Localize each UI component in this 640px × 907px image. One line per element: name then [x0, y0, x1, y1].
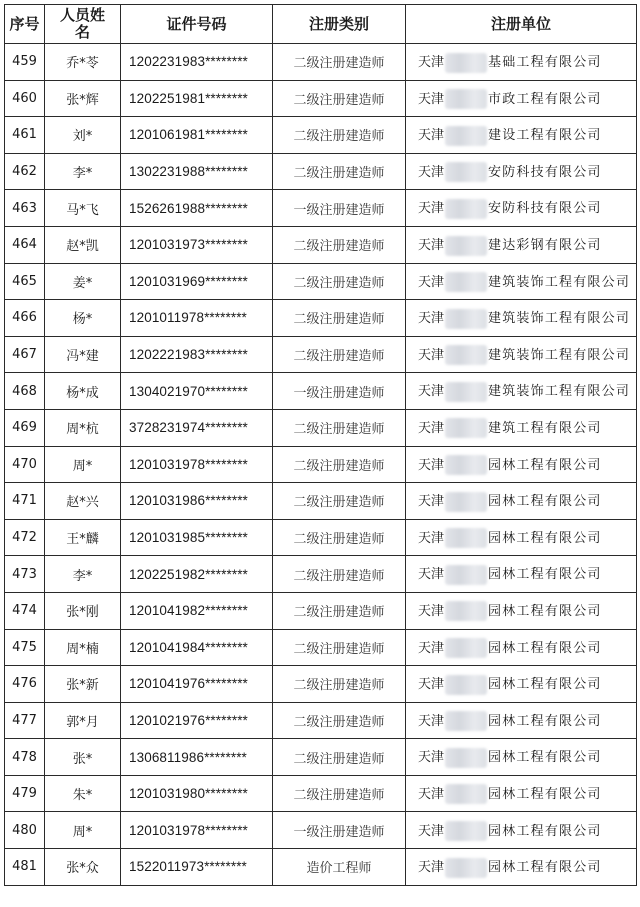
table-row	[5, 409, 637, 446]
table-row	[5, 336, 637, 373]
unit-name-suffix: 安防科技有限公司	[488, 164, 602, 180]
redaction-blur	[445, 711, 487, 731]
redaction-blur	[445, 638, 487, 658]
redaction-blur	[445, 675, 487, 695]
row-id-number: 1522011973********	[121, 849, 273, 886]
table-row	[5, 702, 637, 739]
unit-name-suffix: 建筑装饰工程有限公司	[488, 274, 631, 290]
row-seq: 476	[5, 666, 45, 703]
row-registration-unit	[406, 409, 637, 446]
row-registration-unit	[406, 300, 637, 337]
row-registration-category: 二级注册建造师	[273, 519, 406, 556]
row-seq: 481	[5, 849, 45, 886]
row-seq: 470	[5, 446, 45, 483]
row-seq: 466	[5, 300, 45, 337]
row-person-name: 冯*建	[45, 336, 121, 373]
row-seq: 459	[5, 44, 45, 81]
table-row	[5, 117, 637, 154]
row-person-name: 李*	[45, 556, 121, 593]
row-id-number: 1526261988********	[121, 190, 273, 227]
row-registration-unit	[406, 80, 637, 117]
row-person-name: 周*	[45, 812, 121, 849]
table-row	[5, 80, 637, 117]
row-registration-category: 二级注册建造师	[273, 300, 406, 337]
table-row	[5, 775, 637, 812]
row-id-number: 1304021970********	[121, 373, 273, 410]
redaction-blur	[445, 492, 487, 512]
unit-city: 天津	[418, 238, 445, 254]
row-seq: 461	[5, 117, 45, 154]
redaction-blur	[445, 236, 487, 256]
row-person-name: 姜*	[45, 263, 121, 300]
header-category: 注册类别	[273, 5, 406, 44]
row-id-number: 1202221983********	[121, 336, 273, 373]
redaction-blur	[445, 126, 487, 146]
row-seq: 471	[5, 483, 45, 520]
redaction-blur	[445, 382, 487, 402]
redaction-blur	[445, 528, 487, 548]
table-header-row	[5, 5, 637, 44]
row-registration-category: 二级注册建造师	[273, 666, 406, 703]
unit-name-suffix: 园林工程有限公司	[488, 640, 602, 656]
unit-city: 天津	[418, 713, 445, 729]
row-seq: 477	[5, 702, 45, 739]
table-row	[5, 300, 637, 337]
unit-city: 天津	[418, 603, 445, 619]
row-registration-category: 二级注册建造师	[273, 226, 406, 263]
row-registration-category: 二级注册建造师	[273, 702, 406, 739]
redaction-blur	[445, 565, 487, 585]
row-person-name: 杨*	[45, 300, 121, 337]
row-person-name: 周*	[45, 446, 121, 483]
row-id-number: 1201031986********	[121, 483, 273, 520]
redaction-blur	[445, 89, 487, 109]
row-person-name: 周*杭	[45, 409, 121, 446]
header-id: 证件号码	[121, 5, 273, 44]
row-registration-category: 一级注册建造师	[273, 373, 406, 410]
unit-city: 天津	[418, 860, 445, 876]
row-registration-unit	[406, 556, 637, 593]
table-row	[5, 483, 637, 520]
unit-city: 天津	[418, 494, 445, 510]
row-person-name: 李*	[45, 153, 121, 190]
unit-name-suffix: 园林工程有限公司	[488, 786, 602, 802]
row-registration-category: 二级注册建造师	[273, 556, 406, 593]
unit-name-suffix: 园林工程有限公司	[488, 750, 602, 766]
unit-name-suffix: 建筑工程有限公司	[488, 420, 602, 436]
row-id-number: 1201031980********	[121, 775, 273, 812]
row-person-name: 张*刚	[45, 592, 121, 629]
row-registration-unit	[406, 263, 637, 300]
row-person-name: 张*众	[45, 849, 121, 886]
unit-name-suffix: 园林工程有限公司	[488, 860, 602, 876]
redaction-blur	[445, 309, 487, 329]
row-registration-category: 一级注册建造师	[273, 190, 406, 227]
row-registration-unit	[406, 519, 637, 556]
row-person-name: 马*飞	[45, 190, 121, 227]
table-row	[5, 629, 637, 666]
row-seq: 480	[5, 812, 45, 849]
table-row	[5, 739, 637, 776]
row-person-name: 杨*成	[45, 373, 121, 410]
row-registration-category: 二级注册建造师	[273, 263, 406, 300]
row-seq: 468	[5, 373, 45, 410]
row-registration-unit	[406, 226, 637, 263]
row-person-name: 赵*凯	[45, 226, 121, 263]
row-registration-category: 二级注册建造师	[273, 336, 406, 373]
unit-name-suffix: 建设工程有限公司	[488, 128, 602, 144]
table-body	[5, 44, 637, 886]
row-registration-category: 一级注册建造师	[273, 812, 406, 849]
unit-name-suffix: 建筑装饰工程有限公司	[488, 347, 631, 363]
table-row	[5, 263, 637, 300]
row-id-number: 1201021976********	[121, 702, 273, 739]
row-seq: 467	[5, 336, 45, 373]
unit-city: 天津	[418, 457, 445, 473]
row-registration-unit	[406, 666, 637, 703]
row-id-number: 1201041976********	[121, 666, 273, 703]
unit-name-suffix: 园林工程有限公司	[488, 603, 602, 619]
redaction-blur	[445, 272, 487, 292]
table-row	[5, 812, 637, 849]
row-id-number: 1201061981********	[121, 117, 273, 154]
header-name: 人员姓名	[45, 5, 121, 44]
row-registration-unit	[406, 702, 637, 739]
registration-table-sheet	[4, 4, 636, 886]
registration-table	[4, 4, 637, 886]
redaction-blur	[445, 199, 487, 219]
row-id-number: 1201031985********	[121, 519, 273, 556]
row-seq: 460	[5, 80, 45, 117]
row-person-name: 张*辉	[45, 80, 121, 117]
redaction-blur	[445, 858, 487, 878]
row-person-name: 周*楠	[45, 629, 121, 666]
row-seq: 472	[5, 519, 45, 556]
unit-city: 天津	[418, 823, 445, 839]
row-registration-unit	[406, 812, 637, 849]
row-seq: 465	[5, 263, 45, 300]
redaction-blur	[445, 345, 487, 365]
row-seq: 473	[5, 556, 45, 593]
unit-city: 天津	[418, 128, 445, 144]
row-registration-unit	[406, 483, 637, 520]
header-unit: 注册单位	[406, 5, 637, 44]
table-row	[5, 519, 637, 556]
table-row	[5, 153, 637, 190]
unit-city: 天津	[418, 677, 445, 693]
redaction-blur	[445, 162, 487, 182]
row-seq: 478	[5, 739, 45, 776]
row-registration-unit	[406, 373, 637, 410]
unit-name-suffix: 安防科技有限公司	[488, 201, 602, 217]
row-registration-category: 二级注册建造师	[273, 446, 406, 483]
table-row	[5, 592, 637, 629]
unit-city: 天津	[418, 201, 445, 217]
table-row	[5, 666, 637, 703]
row-id-number: 1202251982********	[121, 556, 273, 593]
unit-name-suffix: 市政工程有限公司	[488, 91, 602, 107]
row-registration-category: 二级注册建造师	[273, 629, 406, 666]
row-registration-unit	[406, 775, 637, 812]
row-id-number: 1302231988********	[121, 153, 273, 190]
unit-city: 天津	[418, 91, 445, 107]
row-registration-unit	[406, 629, 637, 666]
table-row	[5, 556, 637, 593]
row-id-number: 1201031973********	[121, 226, 273, 263]
table-row	[5, 849, 637, 886]
row-registration-unit	[406, 117, 637, 154]
row-seq: 479	[5, 775, 45, 812]
row-registration-category: 二级注册建造师	[273, 592, 406, 629]
row-registration-category: 二级注册建造师	[273, 775, 406, 812]
unit-city: 天津	[418, 530, 445, 546]
table-row	[5, 446, 637, 483]
unit-name-suffix: 园林工程有限公司	[488, 457, 602, 473]
row-registration-unit	[406, 153, 637, 190]
row-registration-category: 二级注册建造师	[273, 117, 406, 154]
unit-city: 天津	[418, 274, 445, 290]
row-seq: 474	[5, 592, 45, 629]
row-id-number: 1201041982********	[121, 592, 273, 629]
unit-name-suffix: 园林工程有限公司	[488, 567, 602, 583]
row-id-number: 1201031978********	[121, 446, 273, 483]
redaction-blur	[445, 821, 487, 841]
row-id-number: 1201031969********	[121, 263, 273, 300]
row-id-number: 1202251981********	[121, 80, 273, 117]
redaction-blur	[445, 455, 487, 475]
row-registration-unit	[406, 739, 637, 776]
unit-name-suffix: 园林工程有限公司	[488, 530, 602, 546]
row-id-number: 3728231974********	[121, 409, 273, 446]
unit-city: 天津	[418, 55, 445, 71]
unit-city: 天津	[418, 347, 445, 363]
row-seq: 464	[5, 226, 45, 263]
unit-city: 天津	[418, 420, 445, 436]
unit-city: 天津	[418, 750, 445, 766]
unit-name-suffix: 建达彩钢有限公司	[488, 238, 602, 254]
row-person-name: 刘*	[45, 117, 121, 154]
unit-name-suffix: 园林工程有限公司	[488, 677, 602, 693]
unit-city: 天津	[418, 640, 445, 656]
row-registration-unit	[406, 44, 637, 81]
row-id-number: 1201011978********	[121, 300, 273, 337]
row-registration-unit	[406, 190, 637, 227]
row-seq: 463	[5, 190, 45, 227]
unit-name-suffix: 园林工程有限公司	[488, 494, 602, 510]
redaction-blur	[445, 601, 487, 621]
table-row	[5, 190, 637, 227]
unit-city: 天津	[418, 311, 445, 327]
row-person-name: 赵*兴	[45, 483, 121, 520]
row-registration-category: 二级注册建造师	[273, 153, 406, 190]
redaction-blur	[445, 748, 487, 768]
row-registration-category: 二级注册建造师	[273, 483, 406, 520]
row-registration-unit	[406, 336, 637, 373]
row-person-name: 朱*	[45, 775, 121, 812]
table-row	[5, 44, 637, 81]
unit-city: 天津	[418, 786, 445, 802]
unit-name-suffix: 建筑装饰工程有限公司	[488, 384, 631, 400]
row-registration-unit	[406, 849, 637, 886]
row-person-name: 张*	[45, 739, 121, 776]
unit-city: 天津	[418, 384, 445, 400]
unit-name-suffix: 基础工程有限公司	[488, 55, 602, 71]
row-id-number: 1201031978********	[121, 812, 273, 849]
table-row	[5, 226, 637, 263]
row-seq: 475	[5, 629, 45, 666]
row-person-name: 乔*苓	[45, 44, 121, 81]
row-registration-unit	[406, 592, 637, 629]
unit-name-suffix: 园林工程有限公司	[488, 823, 602, 839]
redaction-blur	[445, 53, 487, 73]
redaction-blur	[445, 418, 487, 438]
row-registration-category: 二级注册建造师	[273, 80, 406, 117]
row-registration-category: 二级注册建造师	[273, 739, 406, 776]
row-registration-unit	[406, 446, 637, 483]
row-id-number: 1201041984********	[121, 629, 273, 666]
unit-name-suffix: 建筑装饰工程有限公司	[488, 311, 631, 327]
redaction-blur	[445, 784, 487, 804]
unit-city: 天津	[418, 164, 445, 180]
unit-name-suffix: 园林工程有限公司	[488, 713, 602, 729]
header-seq: 序号	[5, 5, 45, 44]
row-id-number: 1306811986********	[121, 739, 273, 776]
row-registration-category: 二级注册建造师	[273, 409, 406, 446]
row-person-name: 张*新	[45, 666, 121, 703]
row-registration-category: 二级注册建造师	[273, 44, 406, 81]
row-person-name: 王*麟	[45, 519, 121, 556]
unit-city: 天津	[418, 567, 445, 583]
row-person-name: 郭*月	[45, 702, 121, 739]
row-registration-category: 造价工程师	[273, 849, 406, 886]
row-seq: 469	[5, 409, 45, 446]
row-seq: 462	[5, 153, 45, 190]
table-row	[5, 373, 637, 410]
row-id-number: 1202231983********	[121, 44, 273, 81]
